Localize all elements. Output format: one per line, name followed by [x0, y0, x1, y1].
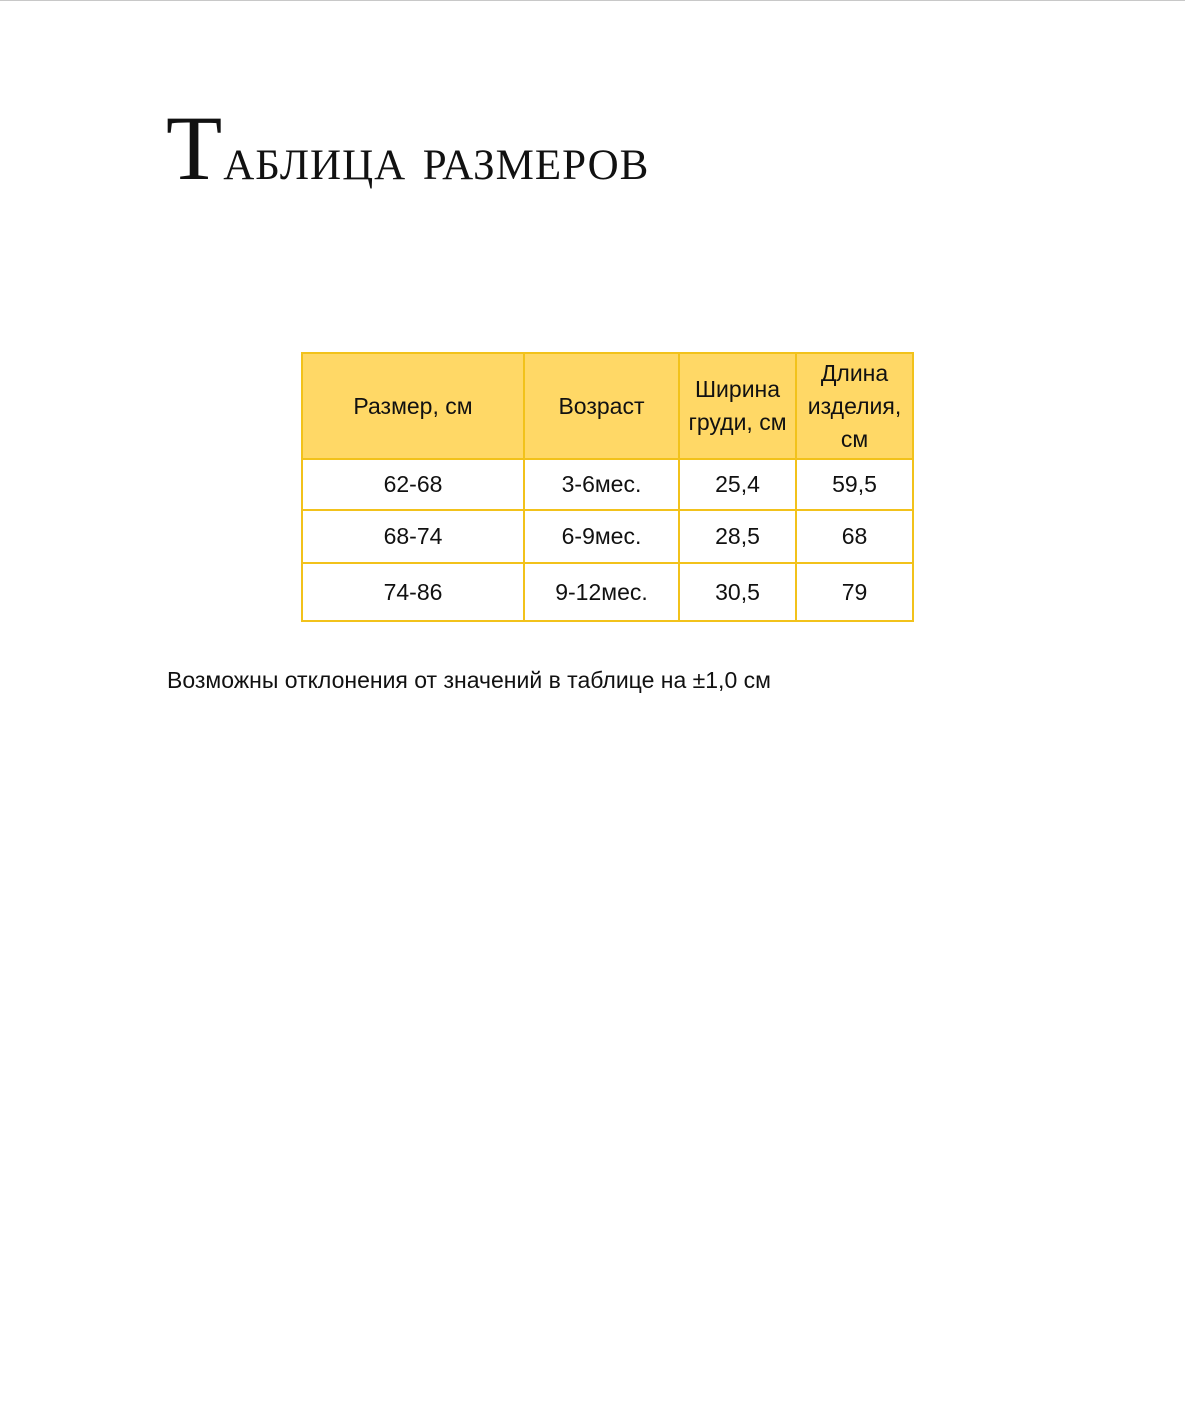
page-title — [166, 96, 649, 202]
page-title-rest: аблица размеров — [223, 125, 650, 193]
cell-garment-length: 59,5 — [796, 459, 913, 510]
cell-chest-width: 30,5 — [679, 563, 796, 621]
cell-chest-width: 28,5 — [679, 510, 796, 563]
cell-chest-width: 25,4 — [679, 459, 796, 510]
cell-size: 74-86 — [302, 563, 524, 621]
cell-garment-length: 79 — [796, 563, 913, 621]
header-age: Возраст — [524, 353, 679, 459]
header-size: Размер, см — [302, 353, 524, 459]
tolerance-note: Возможны отклонения от значений в таблице на ±1,0 см — [167, 667, 771, 693]
cell-age: 3-6мес. — [524, 459, 679, 510]
header-chest-width: Ширина груди, см — [679, 353, 796, 459]
table-header-row — [302, 353, 913, 459]
cell-size: 62-68 — [302, 459, 524, 510]
top-rule — [0, 0, 1185, 1]
size-table — [301, 352, 914, 622]
cell-age: 9-12мес. — [524, 563, 679, 621]
table-row — [302, 510, 913, 563]
page-title-initial: Т — [166, 97, 224, 199]
cell-size: 68-74 — [302, 510, 524, 563]
table-row — [302, 563, 913, 621]
cell-garment-length: 68 — [796, 510, 913, 563]
cell-age: 6-9мес. — [524, 510, 679, 563]
header-garment-length: Длина изделия, см — [796, 353, 913, 459]
table-row — [302, 459, 913, 510]
